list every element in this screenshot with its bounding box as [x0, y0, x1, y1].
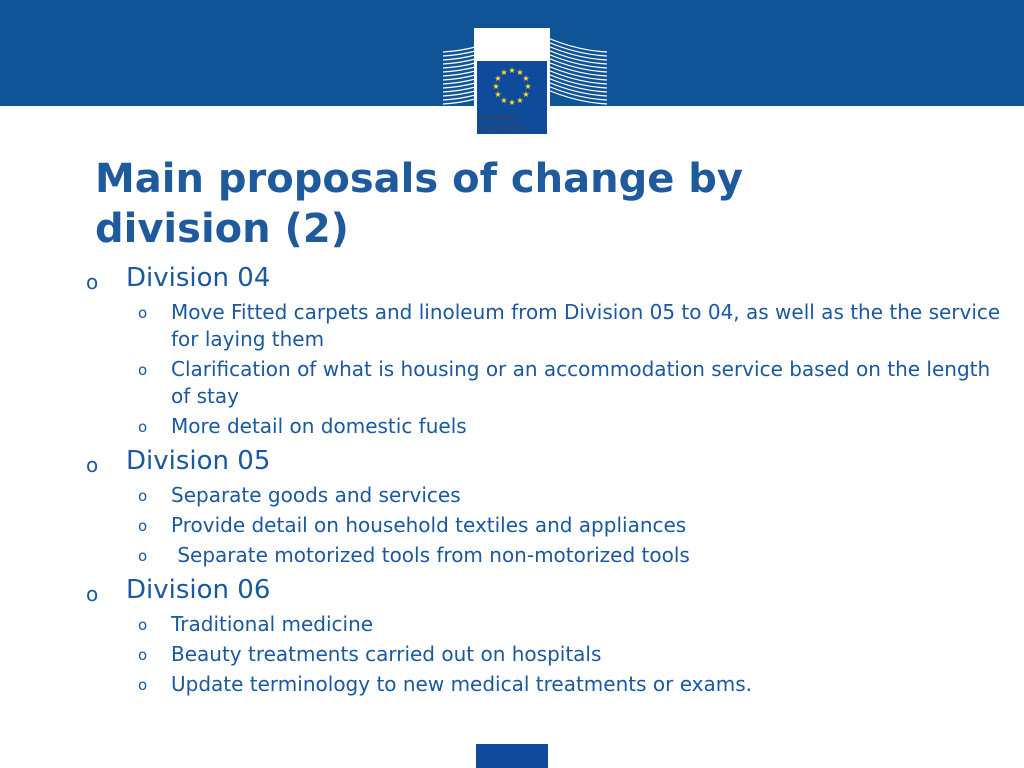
section-heading-division-06	[86, 572, 1006, 608]
list-item	[138, 413, 1001, 440]
bullet-icon: o	[138, 616, 148, 634]
list-item	[138, 512, 1001, 539]
list-item-text: Traditional medicine	[171, 612, 374, 636]
title-line1: Main proposals of change by	[95, 156, 743, 202]
logo-text-line2: Commission	[479, 122, 526, 132]
list-item-text: Move Fitted carpets and linoleum from Division 05 to 04, as well as the the service for laying them	[171, 300, 1001, 351]
bullet-icon: o	[138, 304, 148, 322]
slide-title	[95, 154, 895, 254]
list-item	[138, 356, 1001, 410]
section-heading-text: Division 04	[126, 263, 271, 293]
svg-text:★: ★	[500, 68, 508, 77]
list-item-text: Separate motorized tools from non-motorized tools	[171, 543, 690, 567]
european-commission-logo	[441, 28, 609, 144]
list-item	[138, 299, 1001, 353]
section-heading-text: Division 05	[126, 446, 271, 476]
bullet-icon: o	[138, 646, 148, 664]
svg-text:★: ★	[492, 82, 500, 91]
footer-flag	[476, 744, 548, 768]
svg-text:★: ★	[508, 98, 516, 107]
section-heading-text: Division 06	[126, 575, 271, 605]
svg-text:★: ★	[494, 90, 502, 99]
svg-text:★: ★	[516, 68, 524, 77]
svg-text:★: ★	[508, 66, 516, 75]
bullet-icon: o	[138, 547, 148, 565]
list-item	[138, 542, 1001, 569]
svg-text:★: ★	[522, 90, 530, 99]
list-item-text: Beauty treatments carried out on hospitals	[171, 642, 602, 666]
eu-stars-icon	[477, 61, 547, 111]
svg-text:★: ★	[516, 96, 524, 105]
slide-content	[0, 260, 1024, 701]
list-item-text: Update terminology to new medical treatments or exams.	[171, 672, 753, 696]
bullet-icon: o	[86, 453, 99, 477]
list-item	[138, 671, 1001, 698]
bullet-icon: o	[86, 270, 99, 294]
bullet-icon: o	[138, 487, 148, 505]
bullet-icon: o	[86, 582, 99, 606]
svg-text:★: ★	[500, 96, 508, 105]
section-heading-division-05	[86, 443, 1006, 479]
bullet-icon: o	[138, 418, 148, 436]
list-item-text: Provide detail on household textiles and appliances	[171, 513, 687, 537]
list-item-text: Separate goods and services	[171, 483, 461, 507]
list-item	[138, 482, 1001, 509]
list-item-text: More detail on domestic fuels	[171, 414, 467, 438]
bullet-icon: o	[138, 676, 148, 694]
svg-text:★: ★	[522, 74, 530, 83]
logo-text	[479, 112, 549, 132]
bullet-icon: o	[138, 361, 148, 379]
title-line2: division (2)	[95, 206, 349, 252]
logo-text-line1: European	[479, 112, 516, 122]
svg-text:★: ★	[494, 74, 502, 83]
svg-text:★: ★	[524, 82, 532, 91]
list-item-text: Clarification of what is housing or an accommodation service based on the length of stay	[171, 357, 991, 408]
list-item	[138, 611, 1001, 638]
bullet-icon: o	[138, 517, 148, 535]
list-item	[138, 641, 1001, 668]
section-heading-division-04	[86, 260, 1006, 296]
